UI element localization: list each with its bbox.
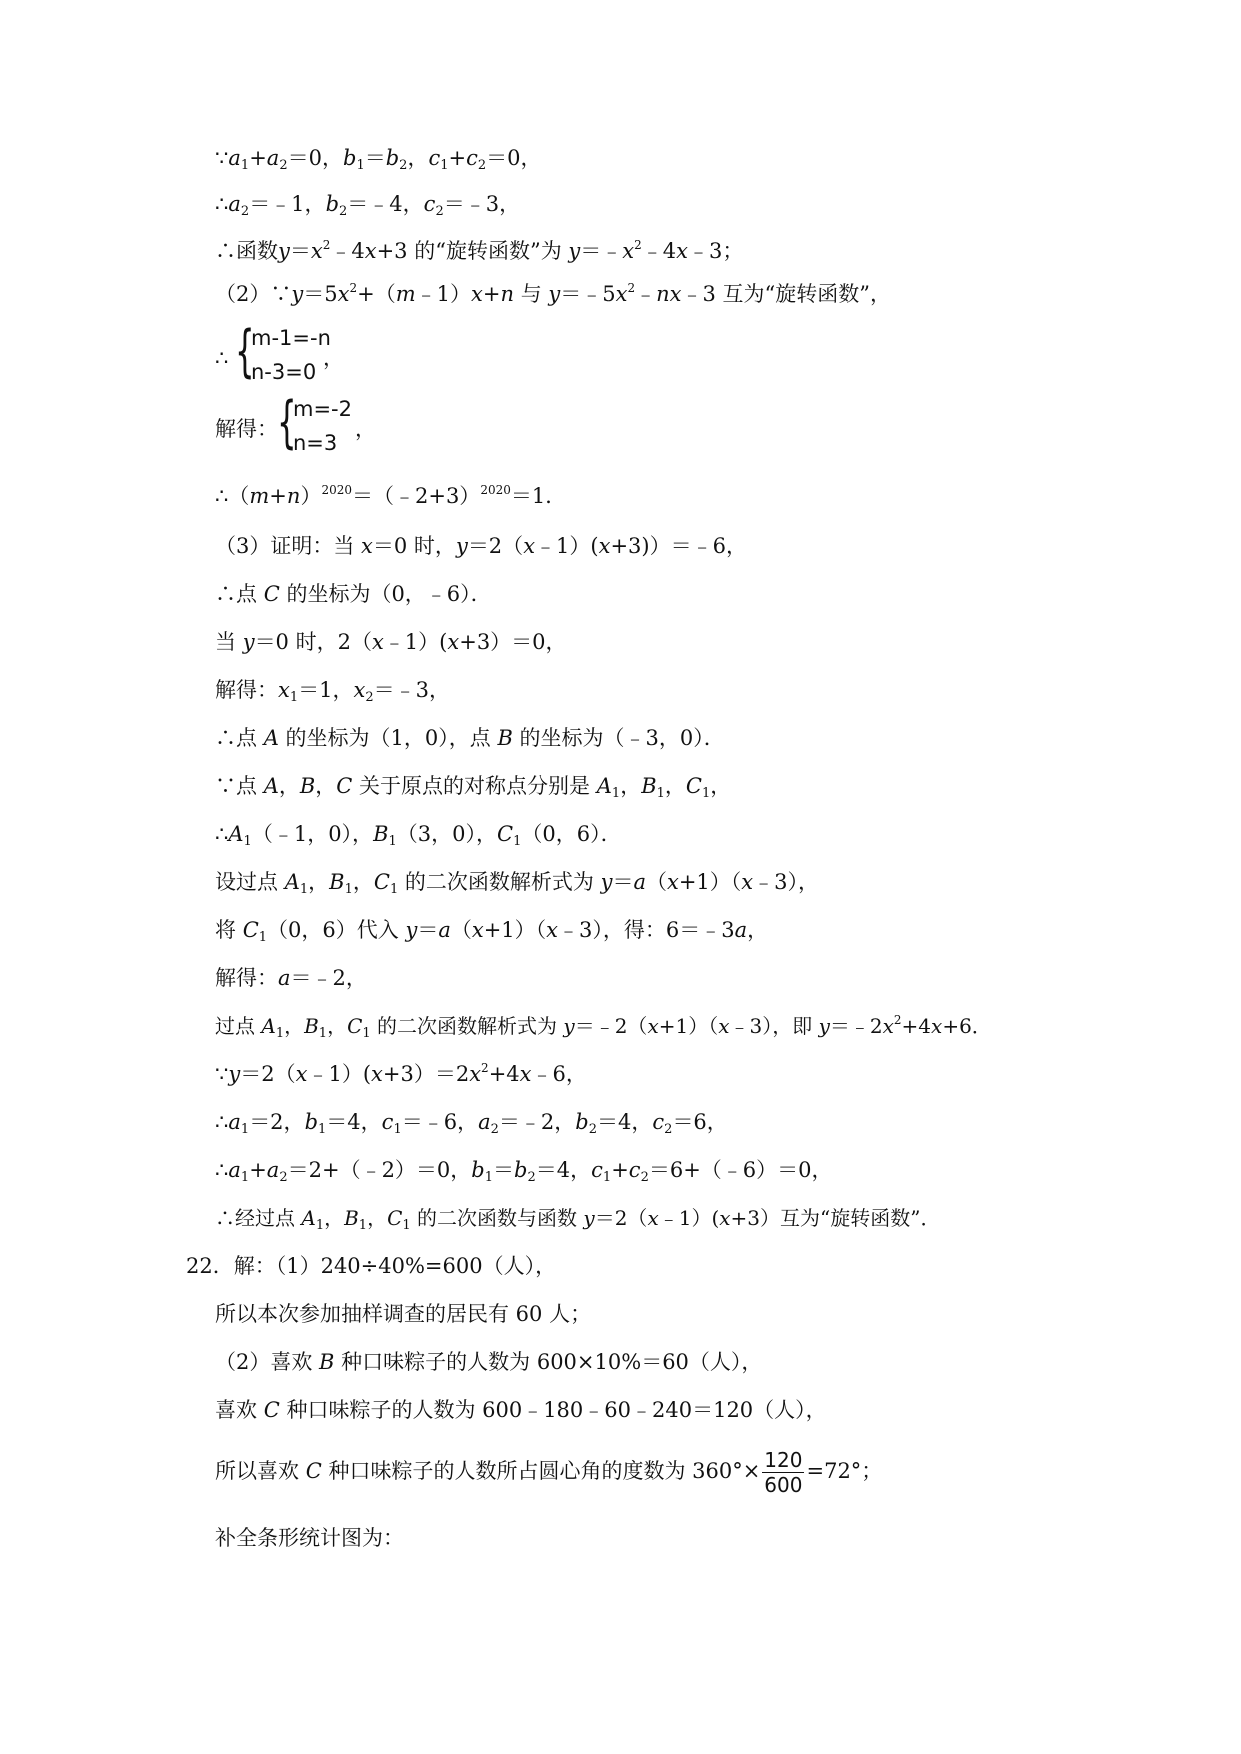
system-2-eq2: n=3 [293,431,338,455]
line-21: $\therefore a_1+a_2=2+(﹣2)=0$，$b_1=b_2=4$，$c_1+c_2=6+(﹣6)=0$， [215,1158,833,1185]
line-19: $\because y=2(x﹣1)(x+3)=2x^2+4x﹣6$， [215,1061,587,1086]
line-14: $\therefore A_1(﹣1$，0），$B_1(3$，0），$C_1(0$，6）． [215,822,622,849]
line-3: ∴函数$y=x^2﹣4x+3$ 的“旋转函数”为 $y=﹣x^2﹣4x﹣3$； [215,238,744,263]
system-2-eq1: m=-2 [293,397,352,421]
line-9: ∴点 C 的坐标为（0，﹣6）． [215,582,492,606]
line-28: 补全条形统计图为： [215,1526,404,1550]
line-16: 将 $C_1(0$，6）代入 y＝a（x+1）（x﹣3），得：6＝﹣3a， [215,918,769,945]
line-11: 解得：$x_1=1$，$x_2=﹣3$， [215,678,450,705]
line-26: 喜欢 C 种口味粽子的人数为 600﹣180﹣60﹣240＝120（人）， [215,1398,827,1422]
line-25: （2）喜欢 B 种口味粽子的人数为 600×10%＝60（人）， [215,1350,763,1374]
system-1-eq1: m-1=-n [251,326,331,350]
line-20: $\therefore a_1=2$，$b_1=4$，$c_1=﹣6$，$a_2=﹣2$，$b_2=4$，$c_2=6$， [215,1110,728,1137]
system-1-eq2: n-3=0 [251,360,317,384]
line-18: 过点 $A_1$，$B_1$，$C_1$ 的二次函数解析式为 y＝﹣2（x+1）（x﹣3），即 $y=﹣2x^2+4x+6$． [215,1013,992,1041]
line-17: 解得：a＝﹣2， [215,966,367,990]
line-22: ∴经过点 $A_1$，$B_1$，$C_1$ 的二次函数与函数 y＝2（x﹣1）(x+3）互为“旋转函数”． [215,1206,941,1233]
line-1: $\because a_1+a_2=0$，$b_1=b_2$，$c_1+c_2=0$， [215,146,542,173]
line-7: $\therefore(m+n)^{2020}=(﹣2+3)^{2020}=1$． [215,483,567,508]
line-8: （3）证明：当 x＝0 时，y＝2（x﹣1）(x+3)）＝﹣6， [215,534,747,558]
line-4: $(2)\because y=5x^2+(m﹣1)x+n$ 与 $y=﹣5x^2﹣nx﹣3$ 互为“旋转函数”， [215,281,892,306]
line-13: ∵点 A，B，C 关于原点的对称点分别是 $A_1$，$B_1$，$C_1$， [215,774,732,801]
fraction-120-600: $\frac{120}{600}$ [764,1448,803,1497]
line-15: 设过点 $A_1$，$B_1$，$C_1$ 的二次函数解析式为 y＝a（x+1）（x﹣3）， [215,870,820,897]
line-2: $\therefore a_2=﹣1$，$b_2=﹣4$，$c_2=﹣3$， [215,192,521,219]
line-12: ∴点 A 的坐标为（1，0），点 B 的坐标为（﹣3，0）． [215,726,725,750]
line-10: 当 y＝0 时，2（x﹣1）(x+3）＝0， [215,630,567,654]
line-27: 所以喜欢 C 种口味粽子的人数所占圆心角的度数为 360°× $\frac{120}{600}$ =72°； [215,1448,883,1497]
line-24: 所以本次参加抽样调查的居民有 60 人； [215,1302,592,1326]
question-22-heading: 22．解：（1）240÷40%=600（人）， [186,1254,557,1278]
